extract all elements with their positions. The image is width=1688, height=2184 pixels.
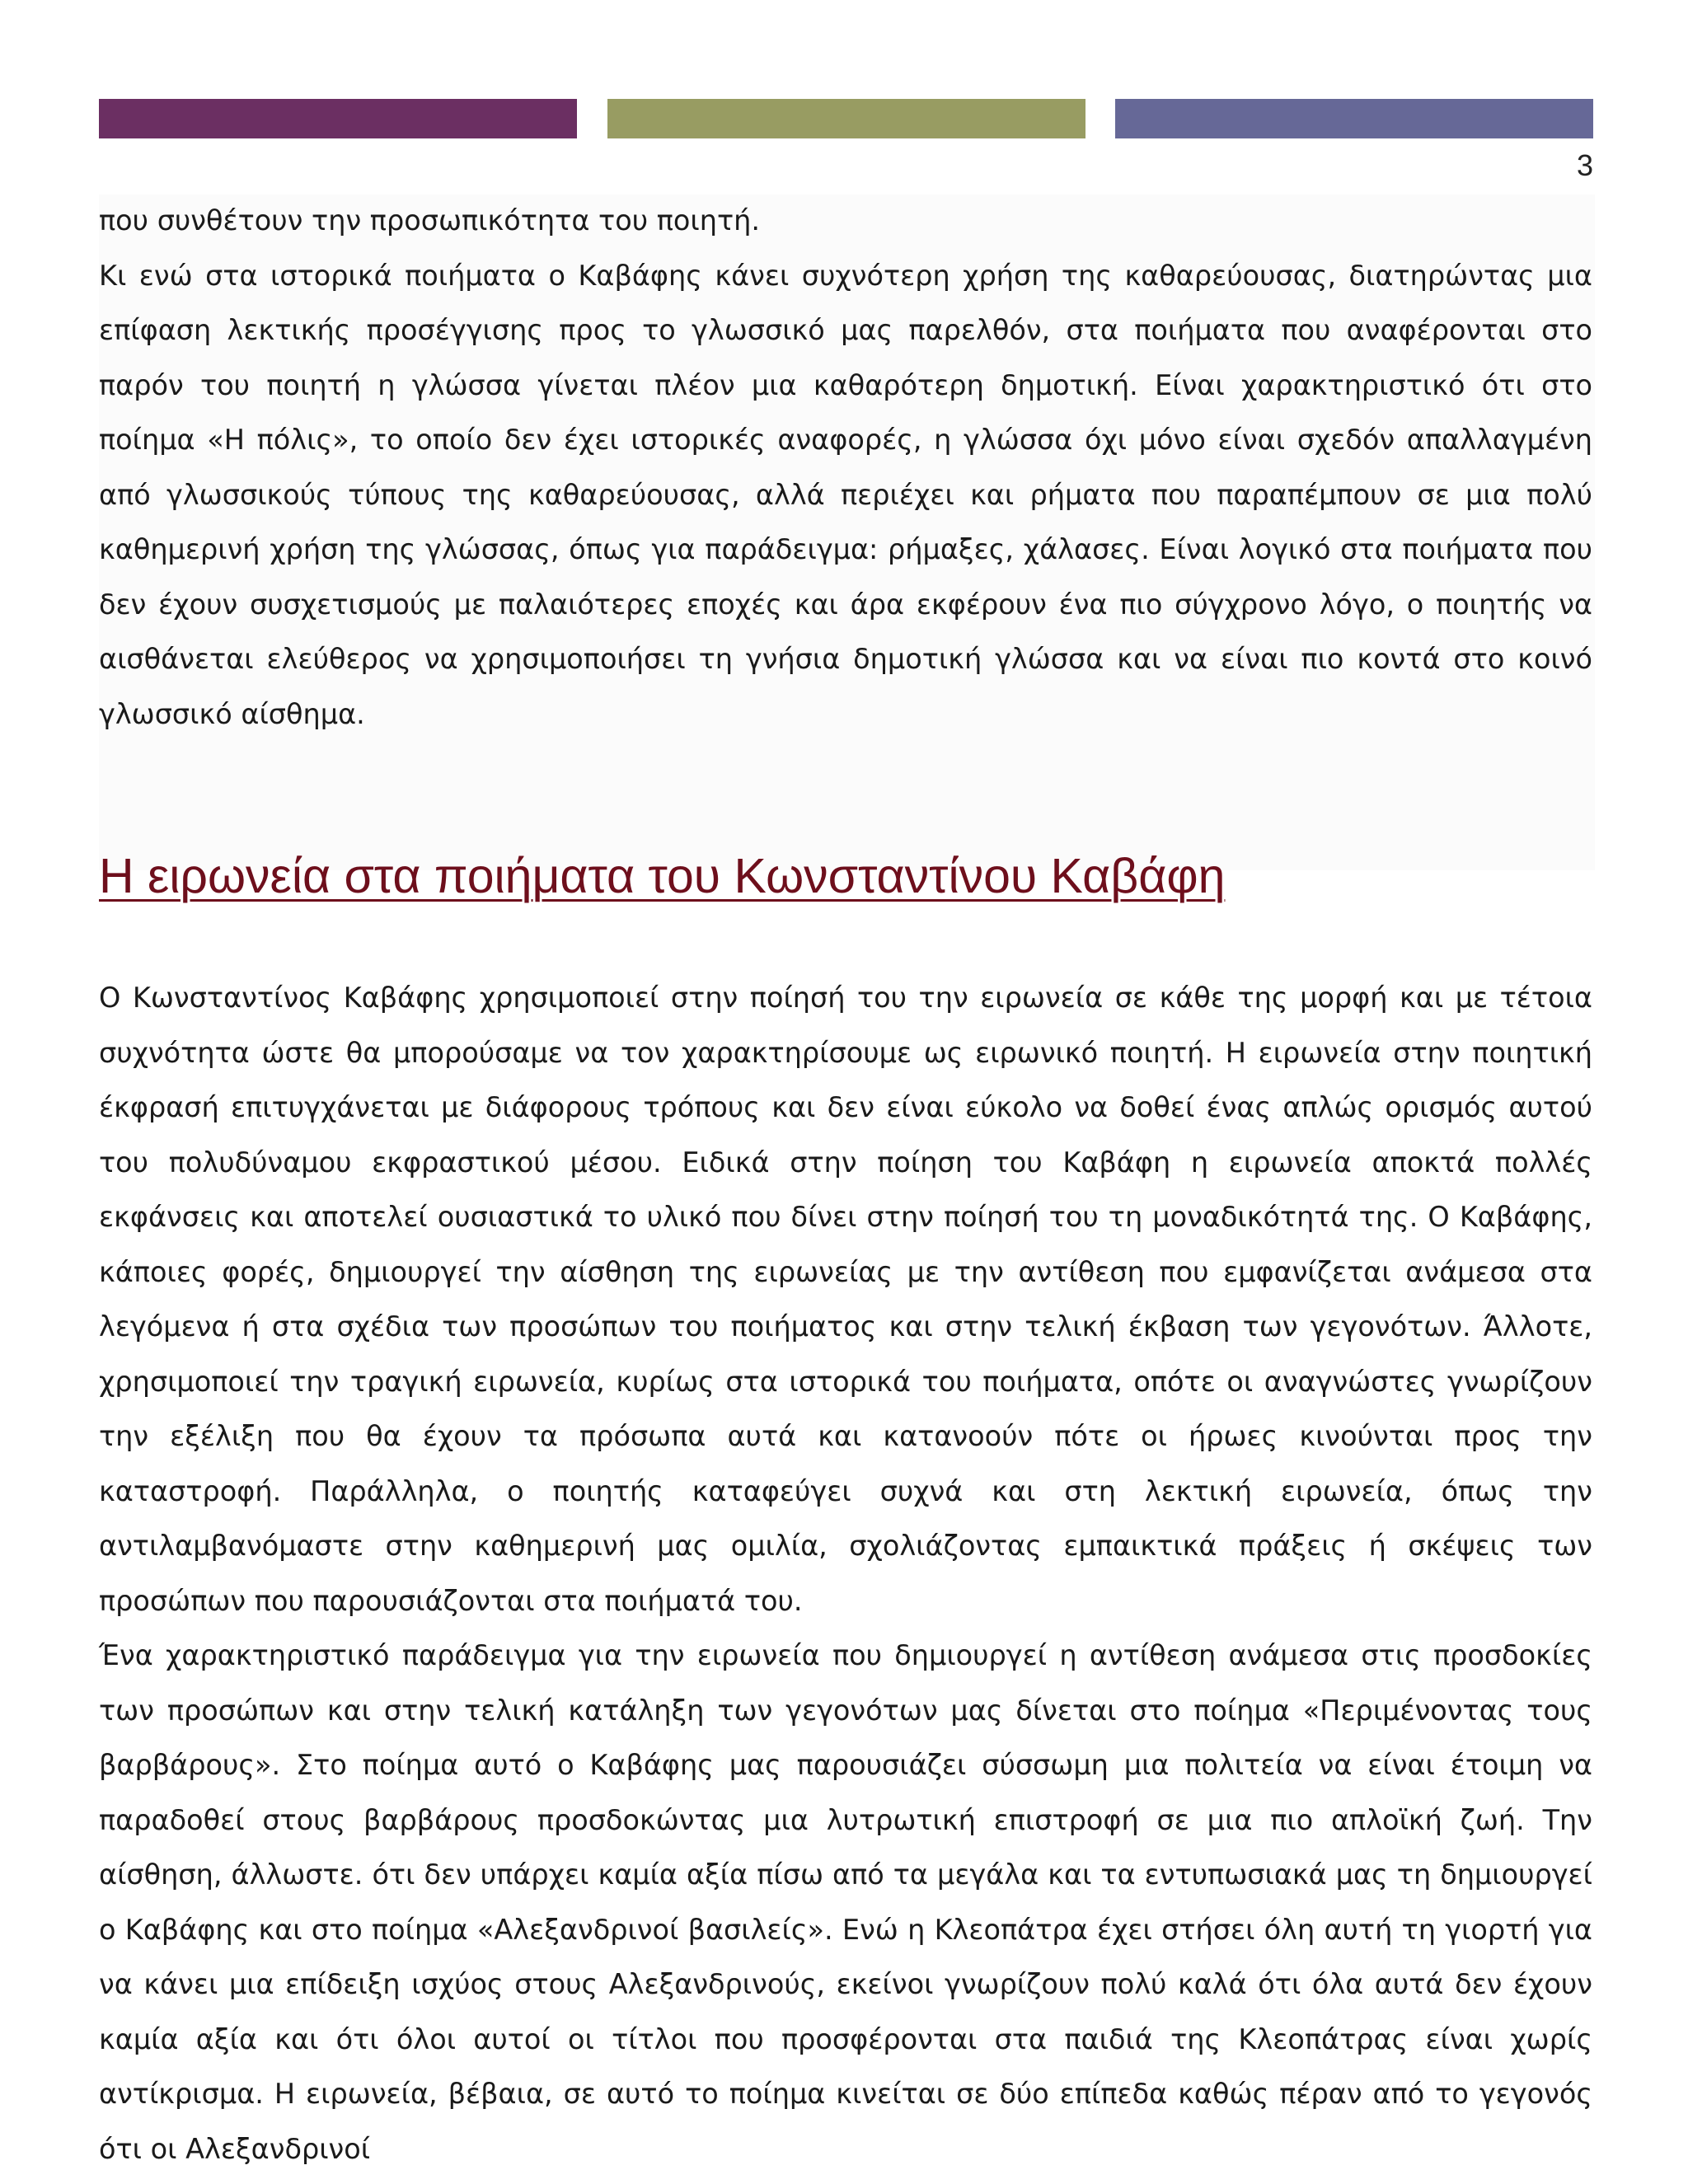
page-number: 3 (1576, 148, 1593, 182)
section-heading: Η ειρωνεία στα ποιήματα του Κωνσταντίνου Καβάφη (99, 849, 1226, 903)
header-bar-plum (99, 99, 577, 138)
paragraph: Κι ενώ στα ιστορικά ποιήματα ο Καβάφης κάνει συχνότερη χρήση της καθαρεύουσας, διατηρώντας μια επίφαση λεκτικής προσέγγισης προς το γλωσσικό μας παρελθόν, στα ποιήματα που αναφέρονται στο παρόν του ποιητή η γλώσσα γίνεται πλέον μια καθαρότερη δημοτική. Είναι χαρακτηριστικό ότι στο ποίημα «Η πόλις», το οποίο δεν έχει ιστορικές αναφορές, η γλώσσα όχι μόνο είναι σχεδόν απαλλαγμένη από γλωσσικούς τύπους της καθαρεύουσας, αλλά περιέχει και ρήματα που παραπέμπουν σε μια πολύ καθημερινή χρήση της γλώσσας, όπως για παράδειγμα: ρήμαξες, χάλασες. Είναι λογικό στα ποιήματα που δεν έχουν συσχετισμούς με παλαιότερες εποχές και άρα εκφέρουν ένα πιο σύγχρονο λόγο, ο ποιητής να αισθάνεται ελεύθερος να χρησιμοποιήσει τη γνήσια δημοτική γλώσσα και να είναι πιο κοντά στο κοινό γλωσσικό αίσθημα. (99, 259, 1592, 730)
header-bar-slate (1115, 99, 1593, 138)
continuation-text (99, 194, 1592, 742)
paragraph: Ο Κωνσταντίνος Καβάφης χρησιμοποιεί στην ποίησή του την ειρωνεία σε κάθε της μορφή και με τέτοια συχνότητα ώστε θα μπορούσαμε να τον χαρακτηρίσουμε ως ειρωνικό ποιητή. Η ειρωνεία στην ποιητική έκφρασή επιτυγχάνεται με διάφορους τρόπους και δεν είναι εύκολο να δοθεί ένας απλώς ορισμός αυτού του πολυδύναμου εκφραστικού μέσου. Ειδικά στην ποίηση του Καβάφη η ειρωνεία αποκτά πολλές εκφάνσεις και αποτελεί ουσιαστικά το υλικό που δίνει στην ποίησή του τη μοναδικότητά της. Ο Καβάφης, κάποιες φορές, δημιουργεί την αίσθηση της ειρωνείας με την αντίθεση που εμφανίζεται ανάμεσα στα λεγόμενα ή στα σχέδια των προσώπων του ποιήματος και στην τελική έκβαση των γεγονότων. Άλλοτε, χρησιμοποιεί την τραγική ειρωνεία, κυρίως στα ιστορικά του ποιήματα, οπότε οι αναγνώστες γνωρίζουν την εξέλιξη που θα έχουν τα πρόσωπα αυτά και κατανοούν πότε οι ήρωες κινούνται προς την καταστροφή. Παράλληλα, ο ποιητής καταφεύγει συχνά και στη λεκτική ειρωνεία, όπως την αντιλαμβανόμαστε στην καθημερινή μας ομιλία, σχολιάζοντας εμπαικτικά πράξεις ή σκέψεις των προσώπων που παρουσιάζονται στα ποιήματά του. (99, 982, 1592, 1617)
paragraph: που συνθέτουν την προσωπικότητα του ποιητή. (99, 204, 761, 237)
section-body (99, 971, 1592, 2177)
paragraph: Ένα χαρακτηριστικό παράδειγμα για την ειρωνεία που δημιουργεί η αντίθεση ανάμεσα στις προσδοκίες των προσώπων και στην τελική κατάληξη των γεγονότων μας δίνεται στο ποίημα «Περιμένοντας τους βαρβάρους». Στο ποίημα αυτό ο Καβάφης μας παρουσιάζει σύσσωμη μια πολιτεία να είναι έτοιμη να παραδοθεί στους βαρβάρους προσδοκώντας μια λυτρωτική επιστροφή σε μια πιο απλοϊκή ζωή. Την αίσθηση, άλλωστε. ότι δεν υπάρχει καμία αξία πίσω από τα μεγάλα και τα εντυπωσιακά μας τη δημιουργεί ο Καβάφης και στο ποίημα «Αλεξανδρινοί βασιλείς». Ενώ η Κλεοπάτρα έχει στήσει όλη αυτή τη γιορτή για να κάνει μια επίδειξη ισχύος στους Αλεξανδρινούς, εκείνοι γνωρίζουν πολύ καλά ότι όλα αυτά δεν έχουν καμία αξία και ότι όλοι αυτοί οι τίτλοι που προσφέρονται στα παιδιά της Κλεοπάτρας είναι χωρίς αντίκρισμα. Η ειρωνεία, βέβαια, σε αυτό το ποίημα κινείται σε δύο επίπεδα καθώς πέραν από το γεγονός ότι οι Αλεξανδρινοί (99, 1639, 1592, 2165)
header-bar-olive (607, 99, 1085, 138)
